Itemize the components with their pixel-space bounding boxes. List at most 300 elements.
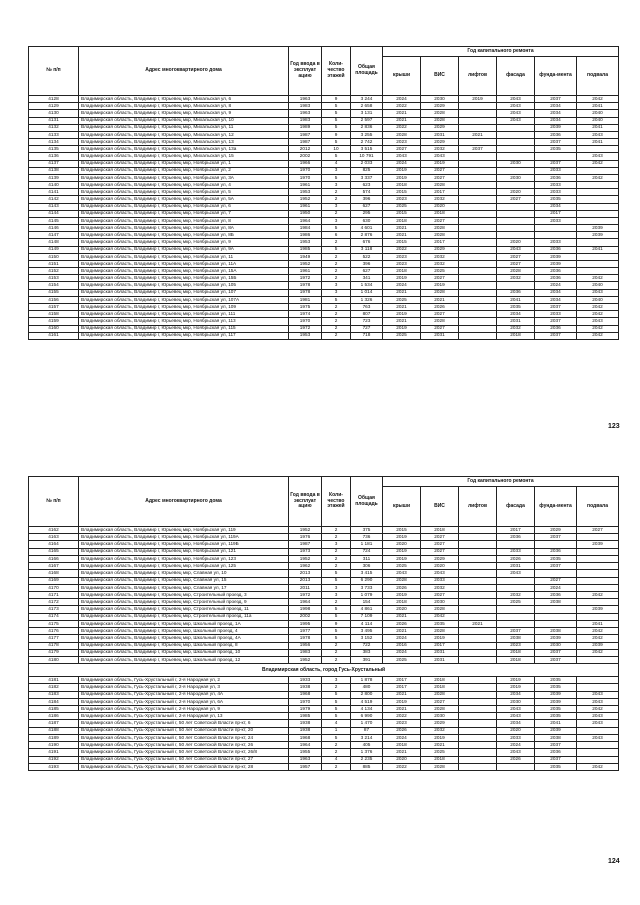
- table-row: [29, 110, 619, 117]
- cell-lift: [459, 763, 497, 770]
- cell-lift: 2021: [459, 620, 497, 627]
- section-row: [29, 664, 619, 677]
- cell-facade: 2043: [497, 103, 535, 110]
- cell-floors: 2: [322, 555, 351, 562]
- cell-num: 4128: [29, 96, 79, 103]
- cell-floors: 5: [322, 124, 351, 131]
- cell-floors: 2: [322, 311, 351, 318]
- table-row: [29, 684, 619, 691]
- cell-year: 2013: [289, 570, 322, 577]
- cell-address: Владимирская область, Владимир г, Юрьевец мкр, Ноябрьская ул, 5А: [79, 196, 289, 203]
- cell-vis: 2032: [421, 146, 459, 153]
- cell-area: 3 152: [351, 635, 383, 642]
- cell-basement: [577, 260, 619, 267]
- table-row: [29, 563, 619, 570]
- table-row: [29, 318, 619, 325]
- header-facade: фасада: [497, 487, 535, 527]
- cell-basement: 2039: [577, 225, 619, 232]
- cell-area: 763: [351, 303, 383, 310]
- cell-basement: [577, 656, 619, 663]
- table-row: [29, 527, 619, 534]
- cell-facade: [497, 763, 535, 770]
- table-row: [29, 706, 619, 713]
- cell-floors: 5: [322, 153, 351, 160]
- cell-address: Владимирская область, Владимир г, Юрьевец мкр, Михальская ул, 10: [79, 117, 289, 124]
- cell-area: 825: [351, 167, 383, 174]
- cell-lift: [459, 591, 497, 598]
- cell-vis: 2017: [421, 189, 459, 196]
- header-year: Год ввода в эксплуат ацию: [289, 47, 322, 96]
- cell-area: 718: [351, 332, 383, 339]
- cell-address: Владимирская область, Владимир г, Юрьевец мкр, Ноябрьская ул, 111: [79, 311, 289, 318]
- cell-floors: 5: [322, 706, 351, 713]
- cell-foundation: 2036: [535, 275, 577, 282]
- cell-area: 676: [351, 239, 383, 246]
- cell-roof: 2019: [383, 311, 421, 318]
- cell-year: 1963: [289, 96, 322, 103]
- cell-area: 627: [351, 203, 383, 210]
- cell-foundation: 2033: [535, 239, 577, 246]
- cell-basement: 2043: [577, 131, 619, 138]
- cell-num: 4185: [29, 706, 79, 713]
- cell-year: 1961: [289, 203, 322, 210]
- cell-facade: 2043: [497, 706, 535, 713]
- cell-foundation: 2036: [535, 131, 577, 138]
- table-row: [29, 268, 619, 275]
- cell-facade: 2033: [497, 548, 535, 555]
- cell-basement: [577, 167, 619, 174]
- cell-vis: 2030: [421, 713, 459, 720]
- cell-basement: 2039: [577, 606, 619, 613]
- cell-year: 1985: [289, 713, 322, 720]
- cell-num: 4141: [29, 189, 79, 196]
- cell-vis: 2043: [421, 570, 459, 577]
- cell-roof: 2019: [383, 548, 421, 555]
- cell-roof: 2018: [383, 742, 421, 749]
- cell-roof: 2015: [383, 210, 421, 217]
- cell-lift: [459, 153, 497, 160]
- cell-area: 295: [351, 210, 383, 217]
- cell-floors: 3: [322, 217, 351, 224]
- cell-foundation: 2039: [535, 635, 577, 642]
- cell-foundation: [535, 620, 577, 627]
- cell-area: 3 337: [351, 174, 383, 181]
- cell-roof: 2024: [383, 649, 421, 656]
- cell-vis: 2027: [421, 541, 459, 548]
- cell-roof: 2023: [383, 196, 421, 203]
- cell-area: 1 014: [351, 289, 383, 296]
- cell-lift: [459, 563, 497, 570]
- cell-foundation: 2027: [535, 577, 577, 584]
- cell-lift: [459, 196, 497, 203]
- cell-area: 3 244: [351, 96, 383, 103]
- cell-vis: 2021: [421, 296, 459, 303]
- cell-roof: 2022: [383, 103, 421, 110]
- cell-foundation: [535, 570, 577, 577]
- cell-roof: 2024: [383, 160, 421, 167]
- cell-num: 4139: [29, 174, 79, 181]
- cell-vis: 2019: [421, 282, 459, 289]
- cell-basement: 2041: [577, 103, 619, 110]
- cell-roof: 2021: [383, 613, 421, 620]
- cell-floors: 3: [322, 584, 351, 591]
- cell-roof: 2021: [383, 318, 421, 325]
- cell-num: 4150: [29, 253, 79, 260]
- cell-area: 405: [351, 742, 383, 749]
- cell-area: 2 876: [351, 232, 383, 239]
- cell-basement: [577, 584, 619, 591]
- cell-basement: [577, 563, 619, 570]
- cell-address: Владимирская область, Владимир г, Юрьевец мкр, Ноябрьская ул, 119А: [79, 534, 289, 541]
- table-row: [29, 217, 619, 224]
- cell-lift: [459, 232, 497, 239]
- cell-basement: 2041: [577, 139, 619, 146]
- cell-address: Владимирская область, Владимир г, Юрьевец мкр, Школьный проезд, 1А: [79, 620, 289, 627]
- cell-area: 2 658: [351, 103, 383, 110]
- cell-foundation: 2036: [535, 268, 577, 275]
- cell-address: Владимирская область, Владимир г, Юрьевец мкр, Ноябрьская ул, 15Б: [79, 275, 289, 282]
- cell-floors: 5: [322, 139, 351, 146]
- cell-basement: [577, 570, 619, 577]
- cell-roof: 2021: [383, 691, 421, 698]
- table-row: [29, 599, 619, 606]
- cell-roof: 2021: [383, 303, 421, 310]
- cell-foundation: [535, 225, 577, 232]
- table-body: [29, 96, 619, 340]
- cell-facade: 2032: [497, 325, 535, 332]
- cell-area: 7 109: [351, 613, 383, 620]
- table-row: [29, 182, 619, 189]
- cell-foundation: 2035: [535, 555, 577, 562]
- cell-num: 4188: [29, 727, 79, 734]
- cell-lift: [459, 289, 497, 296]
- table-row: [29, 203, 619, 210]
- cell-foundation: 2033: [535, 167, 577, 174]
- cell-address: Владимирская область, Владимир г, Юрьевец мкр, Михальская ул, 6: [79, 96, 289, 103]
- cell-floors: 5: [322, 577, 351, 584]
- cell-roof: 2025: [383, 296, 421, 303]
- cell-address: Владимирская область, Владимир г, Юрьевец мкр, Ноябрьская ул, 9А: [79, 246, 289, 253]
- cell-basement: [577, 613, 619, 620]
- cell-year: 1938: [289, 727, 322, 734]
- cell-num: 4149: [29, 246, 79, 253]
- cell-num: 4158: [29, 311, 79, 318]
- cell-facade: [497, 182, 535, 189]
- table-row: [29, 691, 619, 698]
- cell-address: Владимирская область, Владимир г, Юрьевец мкр, Ноябрьская ул, 123: [79, 555, 289, 562]
- cell-address: Владимирская область, Владимир г, Юрьевец мкр, Ноябрьская ул, 11А: [79, 260, 289, 267]
- cell-floors: 2: [322, 742, 351, 749]
- cell-num: 4166: [29, 555, 79, 562]
- cell-year: 1985: [289, 246, 322, 253]
- header-foundation: фунда-мента: [535, 487, 577, 527]
- cell-foundation: 2038: [535, 599, 577, 606]
- cell-year: 1962: [289, 563, 322, 570]
- cell-address: Владимирская область, Владимир г, Юрьевец мкр, Школьный проезд, 12: [79, 656, 289, 663]
- cell-floors: 5: [322, 613, 351, 620]
- table-row: [29, 649, 619, 656]
- cell-address: Владимирская область, Владимир г, Юрьевец мкр, Ноябрьская ул, 107: [79, 289, 289, 296]
- table-row: [29, 642, 619, 649]
- cell-address: Владимирская область, Владимир г, Юрьевец мкр, Ноябрьская ул, 113: [79, 318, 289, 325]
- cell-basement: [577, 742, 619, 749]
- cell-vis: 2032: [421, 727, 459, 734]
- table-row: [29, 698, 619, 705]
- cell-lift: [459, 318, 497, 325]
- table-row: [29, 742, 619, 749]
- cell-facade: 2036: [497, 289, 535, 296]
- cell-floors: 3: [322, 282, 351, 289]
- header-lift: лифтов: [459, 487, 497, 527]
- cell-facade: [497, 232, 535, 239]
- cell-address: Владимирская область, Гусь-Хрустальный г, 50 лет Советской Власти пр-кт, 26/8: [79, 749, 289, 756]
- cell-roof: 2026: [383, 584, 421, 591]
- cell-lift: [459, 160, 497, 167]
- cell-floors: 5: [322, 606, 351, 613]
- cell-lift: [459, 541, 497, 548]
- cell-facade: [497, 139, 535, 146]
- cell-lift: [459, 325, 497, 332]
- cell-floors: 2: [322, 303, 351, 310]
- cell-basement: [577, 268, 619, 275]
- cell-address: Владимирская область, Владимир г, Юрьевец мкр, Ноябрьская ул, 107А: [79, 296, 289, 303]
- table-row: [29, 282, 619, 289]
- cell-year: 1987: [289, 139, 322, 146]
- cell-year: 1977: [289, 628, 322, 635]
- cell-foundation: [535, 606, 577, 613]
- cell-basement: 2042: [577, 275, 619, 282]
- cell-year: 1986: [289, 232, 322, 239]
- cell-vis: 2020: [421, 203, 459, 210]
- cell-floors: 2: [322, 210, 351, 217]
- cell-floors: 5: [322, 103, 351, 110]
- cell-roof: 2019: [383, 534, 421, 541]
- cell-foundation: 2037: [535, 139, 577, 146]
- cell-lift: [459, 260, 497, 267]
- cell-foundation: 2034: [535, 289, 577, 296]
- table-row: [29, 756, 619, 763]
- cell-address: Владимирская область, Владимир г, Юрьевец мкр, Михальская ул, 15: [79, 153, 289, 160]
- cell-year: 1952: [289, 260, 322, 267]
- cell-vis: 2020: [421, 563, 459, 570]
- cell-roof: 2025: [383, 332, 421, 339]
- header-vis: ВИС: [421, 57, 459, 96]
- cell-year: 1964: [289, 217, 322, 224]
- cell-year: 1968: [289, 734, 322, 741]
- cell-lift: [459, 656, 497, 663]
- cell-vis: 2018: [421, 756, 459, 763]
- cell-lift: 2037: [459, 146, 497, 153]
- cell-facade: 2043: [497, 570, 535, 577]
- cell-lift: [459, 282, 497, 289]
- cell-facade: 2031: [497, 563, 535, 570]
- cell-floors: 3: [322, 182, 351, 189]
- cell-area: 1 878: [351, 677, 383, 684]
- cell-roof: 2025: [383, 203, 421, 210]
- cell-floors: 2: [322, 325, 351, 332]
- cell-address: Владимирская область, Владимир г, Юрьевец мкр, Ноябрьская ул, 119: [79, 527, 289, 534]
- cell-year: 1953: [289, 332, 322, 339]
- cell-area: 10 791: [351, 153, 383, 160]
- table-row: [29, 239, 619, 246]
- cell-foundation: 2034: [535, 103, 577, 110]
- cell-roof: 2022: [383, 763, 421, 770]
- cell-num: 4152: [29, 268, 79, 275]
- cell-facade: 2034: [497, 720, 535, 727]
- page-123: [0, 0, 640, 452]
- cell-address: Владимирская область, Гусь-Хрустальный г, 50 лет Советской Власти пр-кт, 27: [79, 756, 289, 763]
- cell-lift: [459, 296, 497, 303]
- table-row: [29, 325, 619, 332]
- cell-floors: 3: [322, 591, 351, 598]
- cell-address: Владимирская область, Владимир г, Юрьевец мкр, Ноябрьская ул, 8Б: [79, 232, 289, 239]
- cell-roof: 2019: [383, 275, 421, 282]
- cell-basement: [577, 599, 619, 606]
- cell-address: Владимирская область, Гусь-Хрустальный г, 2-я Народная ул, 3: [79, 684, 289, 691]
- table-row: [29, 167, 619, 174]
- cell-vis: 2025: [421, 749, 459, 756]
- cell-floors: 5: [322, 570, 351, 577]
- cell-roof: 2025: [383, 563, 421, 570]
- cell-area: 3 415: [351, 570, 383, 577]
- cell-address: Владимирская область, Владимир г, Юрьевец мкр, Ноябрьская ул, 9: [79, 239, 289, 246]
- cell-address: Владимирская область, Владимир г, Юрьевец мкр, Ноябрьская ул, 109: [79, 303, 289, 310]
- cell-area: 306: [351, 563, 383, 570]
- table-row: [29, 570, 619, 577]
- table-row: [29, 296, 619, 303]
- table-row: [29, 131, 619, 138]
- cell-year: 1970: [289, 318, 322, 325]
- cell-basement: [577, 548, 619, 555]
- table-row: [29, 303, 619, 310]
- table-row: [29, 275, 619, 282]
- table-row: [29, 534, 619, 541]
- cell-facade: 2043: [497, 749, 535, 756]
- cell-foundation: 2037: [535, 742, 577, 749]
- repair-schedule-table-page-2: [28, 476, 619, 771]
- cell-floors: 2: [322, 239, 351, 246]
- cell-num: 4164: [29, 541, 79, 548]
- cell-year: 2002: [289, 613, 322, 620]
- cell-vis: 2028: [421, 225, 459, 232]
- cell-area: 396: [351, 260, 383, 267]
- cell-roof: 2021: [383, 117, 421, 124]
- cell-area: 2 235: [351, 756, 383, 763]
- cell-basement: 2043: [577, 734, 619, 741]
- cell-vis: 2031: [421, 131, 459, 138]
- cell-roof: 2021: [383, 749, 421, 756]
- cell-roof: 2028: [383, 577, 421, 584]
- cell-roof: 2019: [383, 591, 421, 598]
- cell-facade: 2038: [497, 635, 535, 642]
- cell-roof: 2043: [383, 153, 421, 160]
- cell-facade: [497, 153, 535, 160]
- cell-year: 1970: [289, 174, 322, 181]
- cell-num: 4174: [29, 613, 79, 620]
- cell-address: Владимирская область, Гусь-Хрустальный г, 2-я Народная ул, 6А: [79, 698, 289, 705]
- cell-year: 1978: [289, 282, 322, 289]
- cell-facade: [497, 217, 535, 224]
- cell-vis: 2027: [421, 698, 459, 705]
- page-number: 124: [608, 858, 620, 865]
- cell-lift: [459, 239, 497, 246]
- cell-year: 1956: [289, 642, 322, 649]
- cell-address: Владимирская область, Владимир г, Юрьевец мкр, Ноябрьская ул, 4: [79, 182, 289, 189]
- cell-lift: [459, 684, 497, 691]
- header-basement: подвала: [577, 487, 619, 527]
- cell-floors: 5: [322, 117, 351, 124]
- cell-basement: [577, 577, 619, 584]
- cell-area: 480: [351, 684, 383, 691]
- cell-address: Владимирская область, Гусь-Хрустальный г, 50 лет Советской Власти пр-кт, 6: [79, 720, 289, 727]
- cell-address: Владимирская область, Владимир г, Юрьевец мкр, Михальская ул, 13а: [79, 146, 289, 153]
- cell-year: 1964: [289, 599, 322, 606]
- page-number: 123: [608, 423, 620, 430]
- cell-basement: [577, 196, 619, 203]
- cell-vis: 2028: [421, 232, 459, 239]
- cell-roof: 2024: [383, 96, 421, 103]
- cell-num: 4156: [29, 296, 79, 303]
- cell-area: 2 742: [351, 139, 383, 146]
- cell-num: 4136: [29, 153, 79, 160]
- cell-address: Владимирская область, Владимир г, Юрьевец мкр, Ноябрьская ул, 7: [79, 210, 289, 217]
- cell-vis: 2027: [421, 174, 459, 181]
- cell-floors: 9: [322, 620, 351, 627]
- cell-facade: 2043: [497, 246, 535, 253]
- cell-basement: [577, 239, 619, 246]
- cell-roof: 2023: [383, 720, 421, 727]
- cell-foundation: 2034: [535, 110, 577, 117]
- table-body-b: [29, 677, 619, 771]
- table-row: [29, 613, 619, 620]
- cell-lift: [459, 677, 497, 684]
- cell-foundation: 2034: [535, 296, 577, 303]
- cell-year: 1970: [289, 698, 322, 705]
- cell-area: 574: [351, 189, 383, 196]
- cell-basement: 2042: [577, 160, 619, 167]
- cell-year: 1984: [289, 225, 322, 232]
- cell-num: 4167: [29, 563, 79, 570]
- cell-address: Владимирская область, Гусь-Хрустальный г, 50 лет Советской Власти пр-кт, 20: [79, 727, 289, 734]
- header-floors: Коли-чество этажей: [322, 47, 351, 96]
- cell-vis: 2028: [421, 110, 459, 117]
- cell-area: 4 519: [351, 698, 383, 705]
- cell-address: Владимирская область, Владимир г, Юрьевец мкр, Михальская ул, 12: [79, 131, 289, 138]
- cell-lift: [459, 167, 497, 174]
- cell-lift: [459, 691, 497, 698]
- cell-vis: 2027: [421, 548, 459, 555]
- cell-year: 1983: [289, 649, 322, 656]
- cell-vis: 2027: [421, 534, 459, 541]
- cell-foundation: 2034: [535, 117, 577, 124]
- cell-foundation: 2037: [535, 332, 577, 339]
- cell-num: 4191: [29, 749, 79, 756]
- cell-floors: 5: [322, 635, 351, 642]
- table-row: [29, 606, 619, 613]
- cell-vis: 2026: [421, 303, 459, 310]
- cell-basement: 2043: [577, 318, 619, 325]
- cell-address: Владимирская область, Владимир г, Юрьевец мкр, Строительный проезд, 9: [79, 599, 289, 606]
- cell-address: Владимирская область, Владимир г, Юрьевец мкр, Михальская ул, 11: [79, 124, 289, 131]
- cell-basement: [577, 749, 619, 756]
- cell-vis: 2017: [421, 239, 459, 246]
- cell-year: 1963: [289, 110, 322, 117]
- cell-basement: 2042: [577, 174, 619, 181]
- cell-num: 4143: [29, 203, 79, 210]
- cell-floors: 2: [322, 189, 351, 196]
- cell-lift: [459, 217, 497, 224]
- cell-facade: 2030: [497, 160, 535, 167]
